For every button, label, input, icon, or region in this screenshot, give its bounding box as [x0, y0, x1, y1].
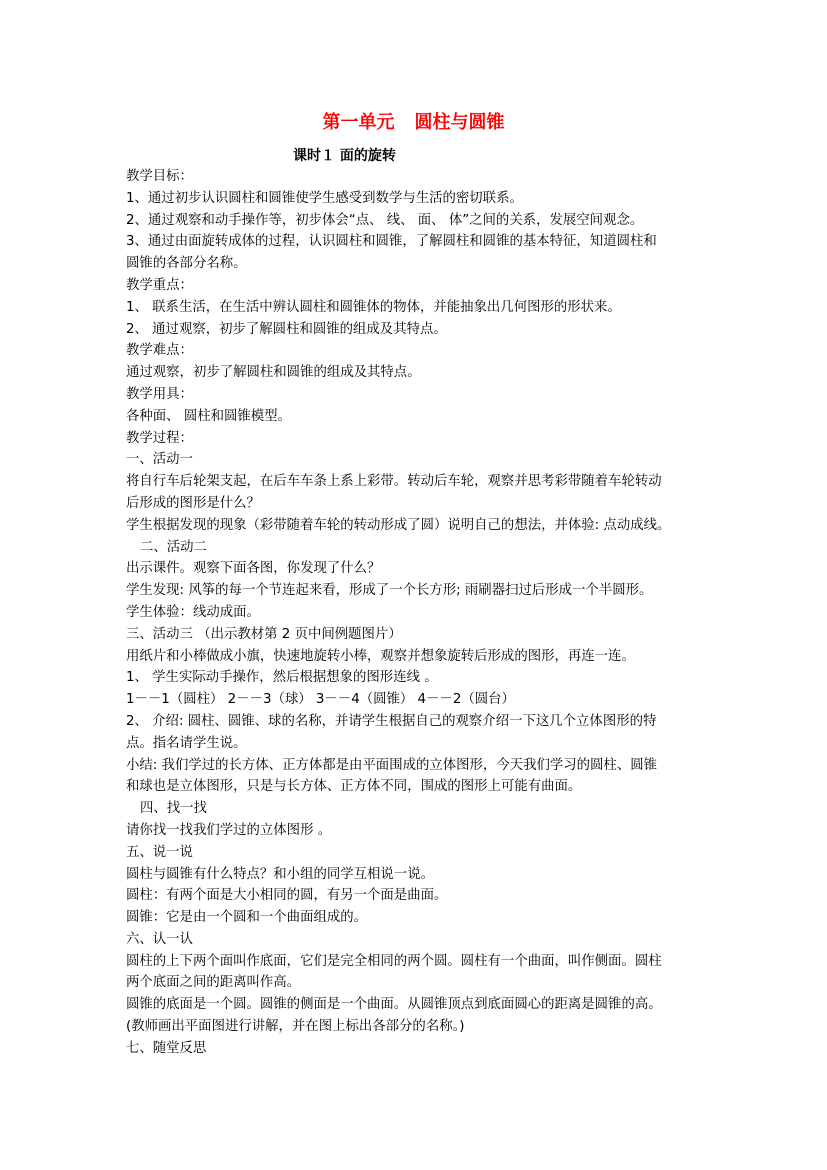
- text-line: 圆柱的上下两个面叫作底面，它们是完全相同的两个圆。圆柱有一个曲面，叫作侧面。圆柱: [126, 953, 662, 969]
- text-line: 教学难点：: [126, 343, 193, 359]
- text-line: 教学目标：: [126, 169, 193, 184]
- text-line: 用纸片和小棒做成小旗，快速地旋转小棒，观察并想象旋转后形成的图形，再连一连。: [126, 648, 635, 664]
- unit-title: [0, 110, 827, 136]
- text-line: 出示课件。观察下面各图，你发现了什么？: [126, 561, 381, 577]
- text-line: 点。指名请学生说。: [126, 735, 247, 751]
- text-line: 学生根据发现的现象（彩带随着车轮的转动形成了圆）说明自己的想法，并体验: 点动成线。: [126, 517, 671, 533]
- text-line: 1、通过初步认识圆柱和圆锥使学生感受到数学与生活的密切联系。: [126, 190, 523, 206]
- text-line: 教学用具：: [126, 386, 193, 402]
- text-line: 2、 通过观察，初步了解圆柱和圆锥的组成及其特点。: [126, 321, 447, 337]
- text-line: 通过观察，初步了解圆柱和圆锥的组成及其特点。: [126, 365, 421, 381]
- unit-title-number: 第一单元: [322, 112, 395, 133]
- text-line: 四、找一找: [140, 801, 207, 817]
- text-line: 1、 联系生活，在生活中辨认圆柱和圆锥体的物体，并能抽象出几何图形的形状来。: [126, 299, 621, 315]
- text-line: 五、说一说: [126, 844, 193, 860]
- text-line: 3、通过由面旋转成体的过程，认识圆柱和圆锥，了解圆柱和圆锥的基本特征，知道圆柱和: [126, 234, 657, 250]
- text-line: 二、活动二: [140, 539, 207, 555]
- text-line: 两个底面之间的距离叫作高。: [126, 975, 301, 991]
- text-line: 1、 学生实际动手操作，然后根据想象的图形连线 。: [126, 670, 438, 686]
- text-line: 学生体验：线动成面。: [126, 604, 260, 620]
- text-line: 教学重点：: [126, 277, 193, 293]
- text-line: 1－－1（圆柱） 2－－3（球） 3－－4（圆锥） 4－－2（圆台）: [126, 692, 515, 708]
- text-line: (教师画出平面图进行讲解，并在图上标出各部分的名称。): [126, 1019, 465, 1035]
- text-line: 各种面、 圆柱和圆锥模型。: [126, 408, 291, 424]
- text-line: 将自行车后轮架支起，在后车车条上系上彩带。转动后车轮，观察并思考彩带随着车轮转动: [126, 474, 662, 490]
- text-line: 请你找一找我们学过的立体图形 。: [126, 822, 332, 838]
- text-line: 圆锥的各部分名称。: [126, 256, 247, 272]
- lesson-subtitle: 课时１ 面的旋转: [293, 148, 396, 164]
- text-line: 2、通过观察和动手操作等，初步体会“点、 线、 面、 体”之间的关系，发展空间观念。: [126, 212, 644, 228]
- text-line: 和球也是立体图形，只是与长方体、正方体不同，围成的图形上可能有曲面。: [126, 779, 582, 795]
- text-line: 教学过程：: [126, 430, 193, 446]
- lesson-body: [126, 166, 726, 1060]
- text-line: 学生发现: 风筝的每一个节连起来看，形成了一个长方形; 雨刷器扫过后形成一个半圆形。: [126, 583, 653, 599]
- text-line: 后形成的图形是什么？: [126, 495, 260, 511]
- text-line: 圆柱：有两个面是大小相同的圆，有另一个面是曲面。: [126, 888, 448, 904]
- text-line: 圆锥：它是由一个圆和一个曲面组成的。: [126, 910, 368, 926]
- text-line: 2、 介绍: 圆柱、圆锥、球的名称，并请学生根据自己的观察介绍一下这几个立体图形的特: [126, 713, 657, 729]
- text-line: 一、活动一: [126, 452, 193, 468]
- text-line: 三、活动三 （出示教材第 2 页中间例题图片）: [126, 626, 402, 642]
- text-line: 六、认一认: [126, 931, 193, 947]
- text-line: 七、随堂反思: [126, 1040, 207, 1056]
- text-line: 圆锥的底面是一个圆。圆锥的侧面是一个曲面。从圆锥顶点到底面圆心的距离是圆锥的高。: [126, 997, 662, 1013]
- text-line: 小结: 我们学过的长方体、正方体都是由平面围成的立体图形，今天我们学习的圆柱、圆锥: [126, 757, 657, 773]
- unit-title-topic: 圆柱与圆锥: [414, 112, 505, 133]
- text-line: 圆柱与圆锥有什么特点？和小组的同学互相说一说。: [126, 866, 434, 882]
